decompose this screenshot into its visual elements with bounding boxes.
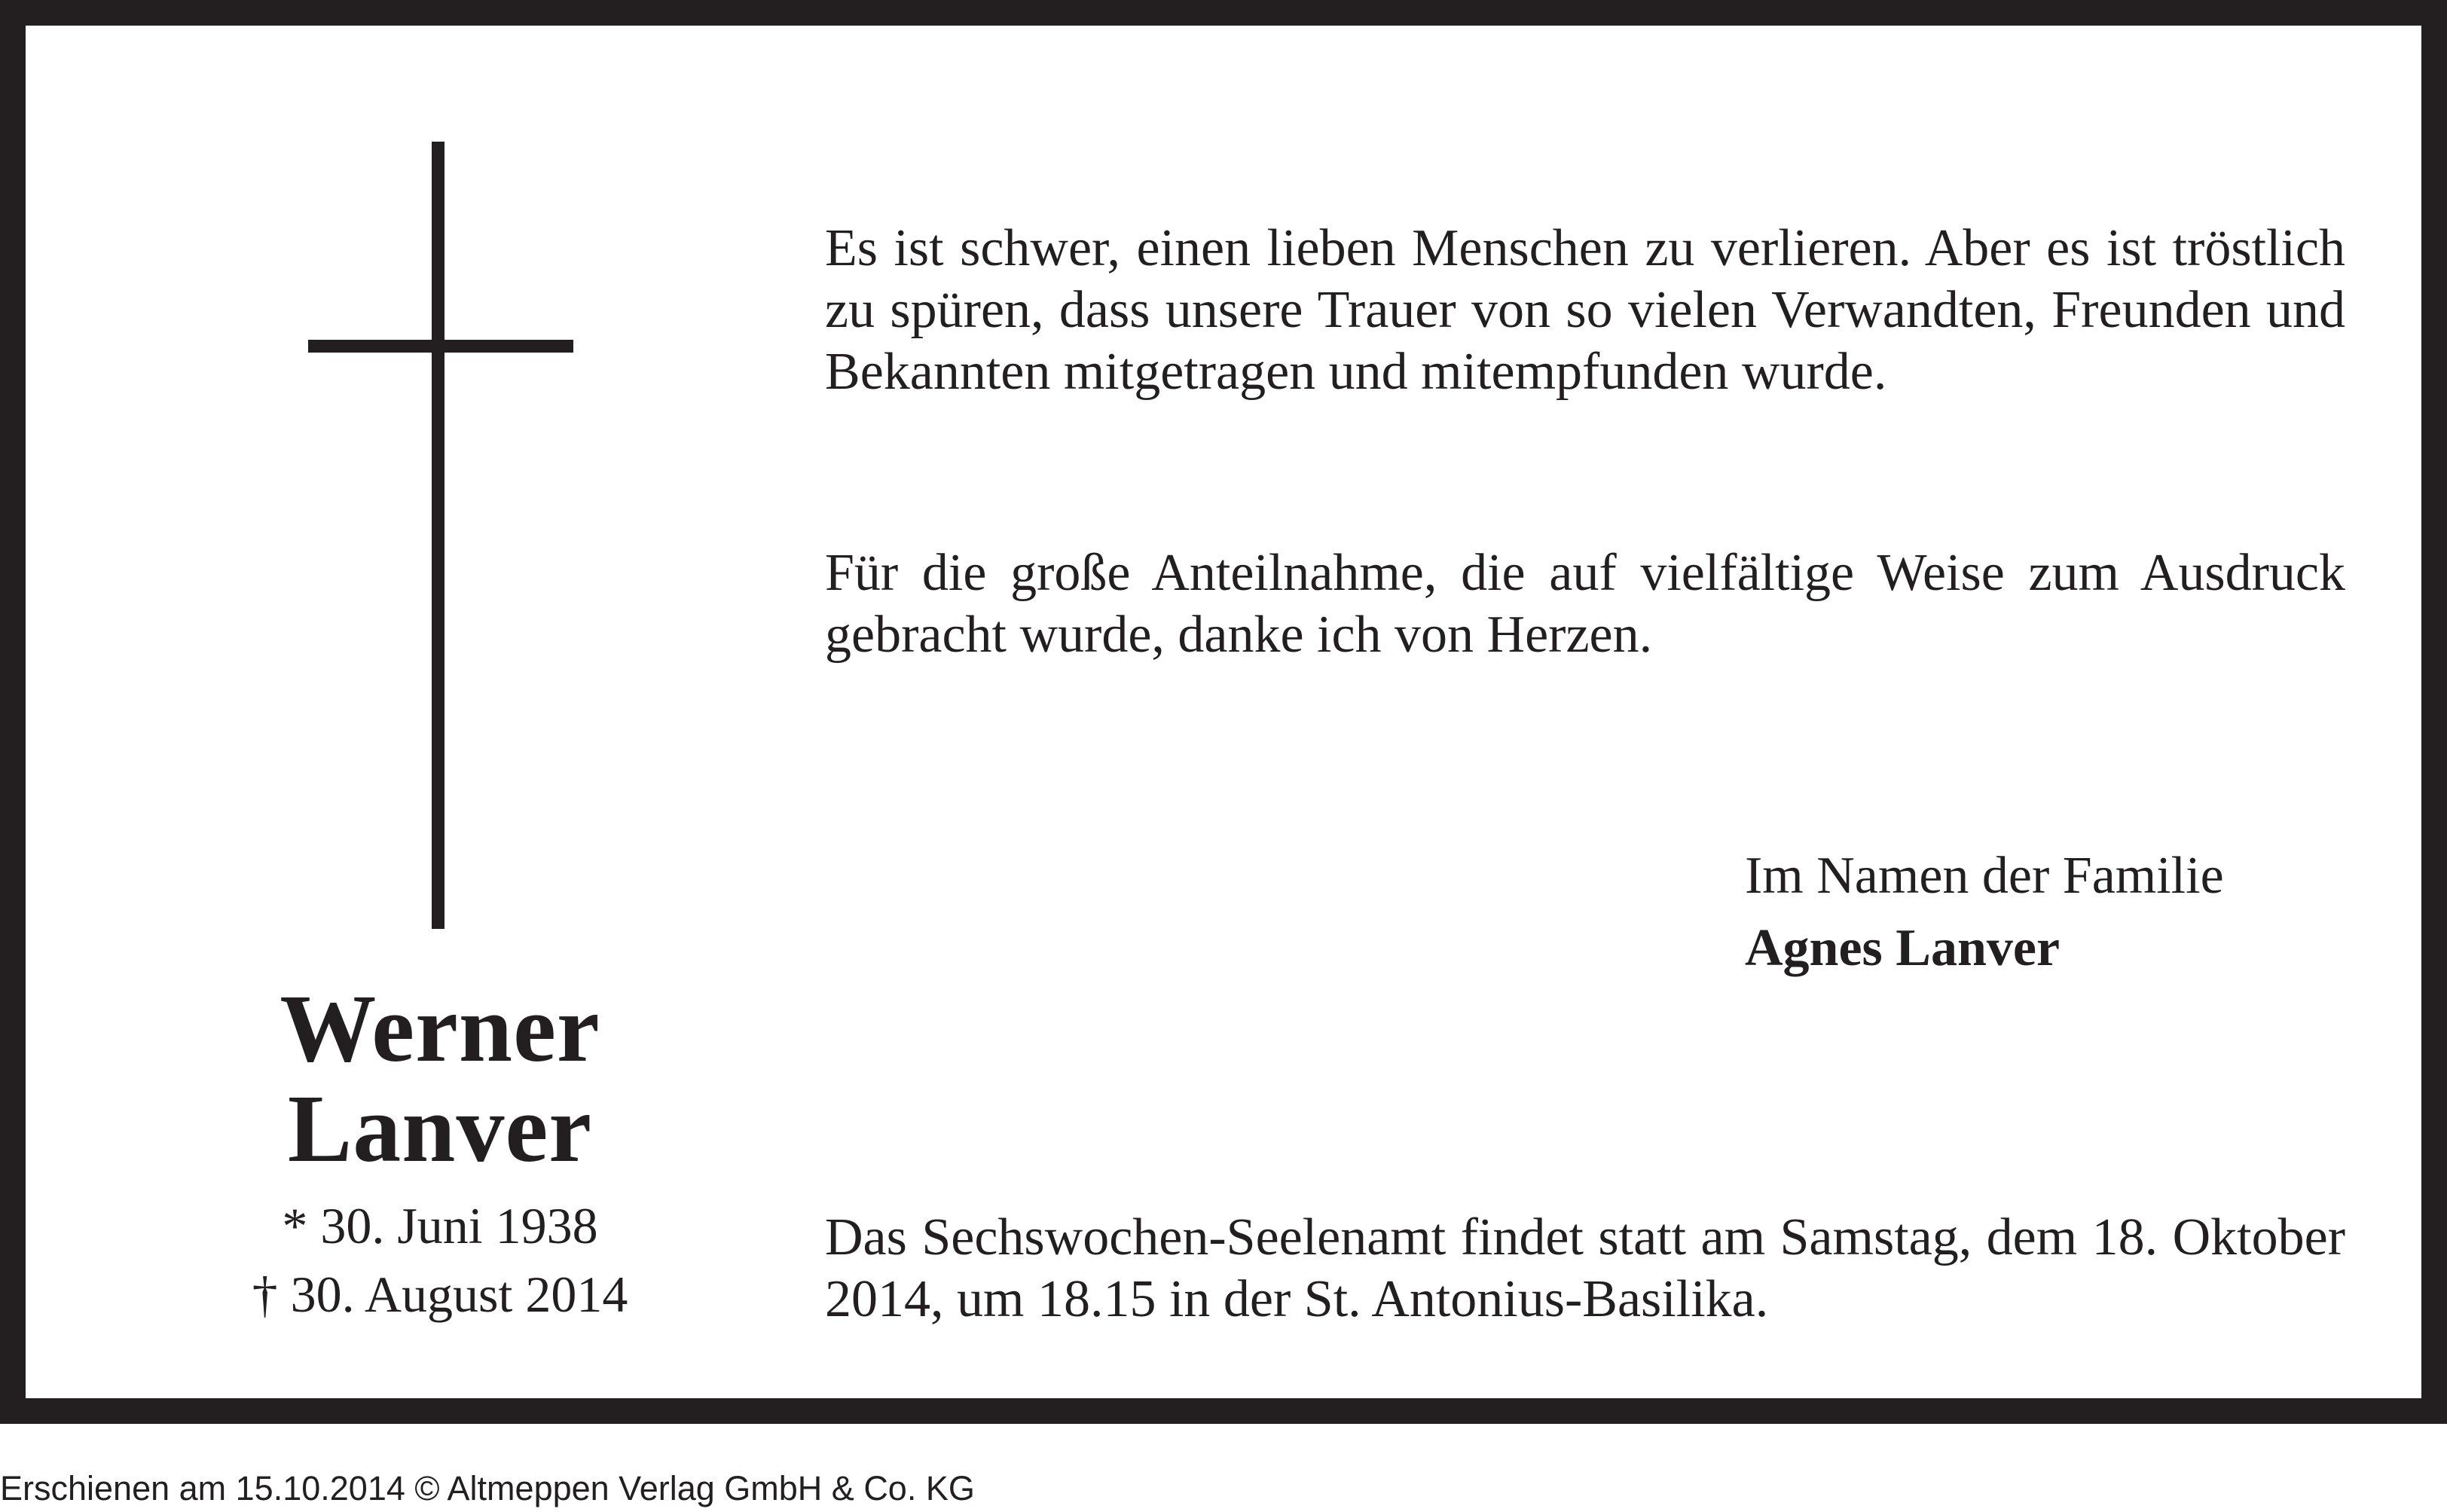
death-date: † 30. August 2014 [252, 1266, 628, 1323]
memorial-service-paragraph: Das Sechswochen-Seelenamt findet statt am Samstag, dem 18. Oktober 2014, um 18.15 in der St. Antonius-Basilika. [825, 1208, 2345, 1328]
deceased-name [154, 975, 726, 1182]
thanks-paragraph-1: Es ist schwer, einen lieben Menschen zu verlieren. Aber es ist tröstlich zu spüren, dass unsere Trauer von so vielen Verwandten, Freunden und Bekannten mitgetragen und mitempfunden wurde. [825, 219, 2345, 401]
life-dates [154, 1192, 726, 1329]
birth-date: * 30. Juni 1938 [282, 1197, 598, 1254]
signature-block [1745, 840, 2224, 985]
deceased-first-name: Werner [280, 975, 600, 1082]
signature-intro: Im Namen der Familie [1745, 847, 2224, 905]
cross-vertical-bar [432, 142, 444, 929]
signature-name: Agnes Lanver [1745, 919, 2061, 977]
publication-credit: Erschienen am 15.10.2014 © Altmeppen Verlag GmbH & Co. KG [0, 1469, 975, 1507]
obituary-notice [26, 26, 2421, 1398]
thanks-paragraph-2: Für die große Anteilnahme, die auf vielfältige Weise zum Ausdruck gebracht wurde, danke ich von Herzen. [825, 544, 2345, 664]
cross-horizontal-bar [308, 340, 573, 353]
deceased-last-name: Lanver [287, 1075, 593, 1182]
